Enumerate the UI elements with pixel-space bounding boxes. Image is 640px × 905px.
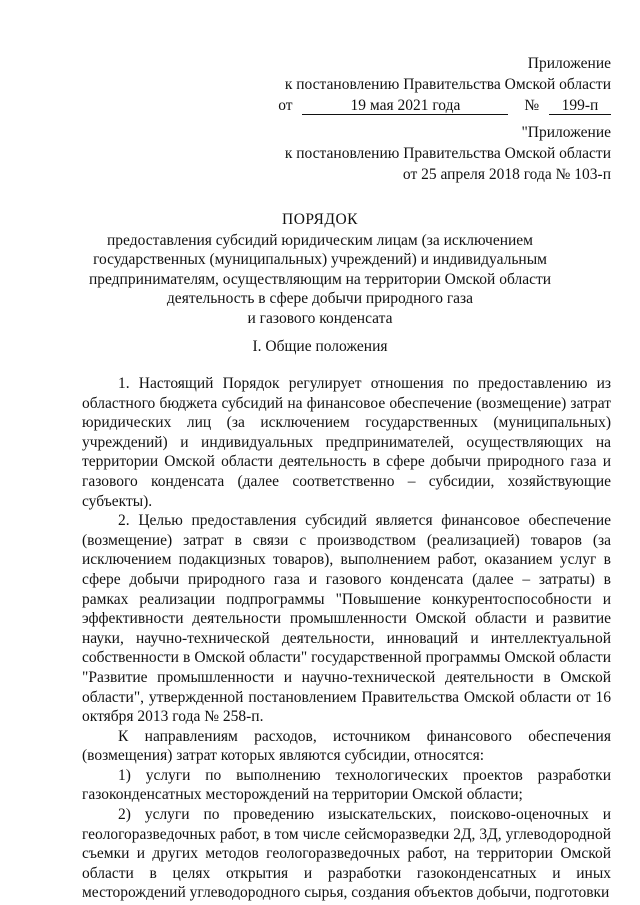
section-title: I. Общие положения xyxy=(252,338,388,355)
title-line: предпринимателям, осуществляющим на территории Омской области xyxy=(88,270,552,288)
decree-reference: к постановлению Правительства Омской области xyxy=(284,76,611,93)
decree-number: 199-п xyxy=(549,97,611,115)
appendix-header xyxy=(278,53,611,116)
original-appendix-header xyxy=(285,122,611,185)
title-line: государственных (муниципальных) учреждений) и индивидуальным xyxy=(93,251,547,269)
title-line: и газового конденсата xyxy=(247,309,393,327)
number-label: № xyxy=(524,97,540,114)
paragraph: 1) услуги по выполнению технологических проектов разработки газоконденсатных месторождений на территории Омской области; xyxy=(82,766,611,804)
original-appendix-label: "Приложение xyxy=(521,124,611,141)
document-title xyxy=(0,210,640,329)
decree-date-line xyxy=(278,95,611,116)
paragraph: 2. Целью предоставления субсидий является финансовое обеспечение (возмещение) затрат в связи с производством (реализацией) товаров (за исключением подакцизных товаров), выполнением работ, оказанием услуг в сфере добычи природного газа и газового конденсата (далее – затраты) в рамках реализации подпрограммы "Повышение конкурентоспособности и эффективности деятельности промышленности Омской области и развитие науки, научно-технической деятельности, инноваций и интеллектуальной собственности в Омской области" государственной программы Омской области "Развитие промышленности и научно-технической деятельности в Омской области", утвержденной постановлением Правительства Омской области от 16 октября 2013 года № 258-п. xyxy=(82,512,611,726)
original-decree-reference: к постановлению Правительства Омской области xyxy=(284,145,611,162)
appendix-label: Приложение xyxy=(527,55,611,72)
title-line: деятельность в сфере добычи природного газа xyxy=(166,290,474,308)
document-body xyxy=(82,374,611,903)
original-decree-date-line: от 25 апреля 2018 года № 103-п xyxy=(402,166,611,183)
paragraph: 1. Настоящий Порядок регулирует отношения по предоставлению из областного бюджета субсидий на финансовое обеспечение (возмещение) затрат юридических лиц (за исключением государственных (муниципальных) учреждений) и индивидуальных предпринимателей, осуществляющих на территории Омской области деятельность в сфере добычи природного газа и газового конденсата (далее соответственно – субсидии, хозяйствующие субъекты). xyxy=(82,375,611,510)
paragraph: К направлениям расходов, источником финансового обеспечения (возмещения) затрат которых являются субсидии, относятся: xyxy=(82,727,611,765)
title-line: предоставления субсидий юридическим лицам (за исключением xyxy=(107,231,533,249)
paragraph: 2) услуги по проведению изыскательских, поисково-оценочных и геологоразведочных работ, в том числе сейсморазведки 2Д, 3Д, углеводородной съемки и других методов геологоразведочных работ, на территории Омской области в целях открытия и разработки газоконденсатных и иных месторождений углеводородного сырья, создания объектов добычи, подготовки xyxy=(82,806,611,902)
decree-date: 19 мая 2021 года xyxy=(302,97,508,115)
from-label: от xyxy=(278,97,293,114)
title-main: ПОРЯДОК xyxy=(282,211,358,228)
